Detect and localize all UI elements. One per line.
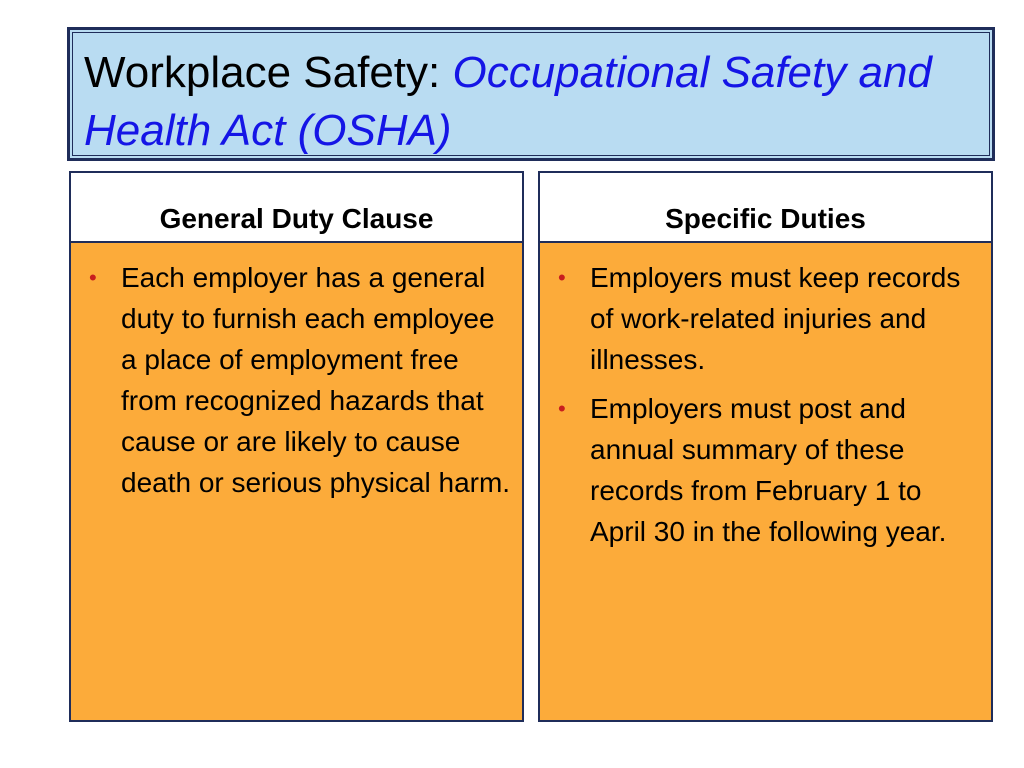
bullet-list bbox=[550, 257, 981, 552]
title-plain: Workplace Safety: bbox=[84, 48, 453, 97]
bullet-icon: • bbox=[558, 396, 566, 421]
column-header: General Duty Clause bbox=[71, 173, 522, 243]
column-body bbox=[71, 243, 522, 720]
bullet-item bbox=[550, 388, 981, 552]
bullet-item bbox=[81, 257, 512, 503]
bullet-text: Employers must keep records of work-related injuries and illnesses. bbox=[590, 262, 961, 375]
bullet-text: Employers must post and annual summary of these records from February 1 to April 30 in the following year. bbox=[590, 393, 947, 547]
bullet-list bbox=[81, 257, 512, 503]
column-general-duty-clause bbox=[69, 171, 524, 722]
column-body bbox=[540, 243, 991, 720]
bullet-text: Each employer has a general duty to furnish each employee a place of employment free from recognized hazards that cause or are likely to cause death or serious physical harm. bbox=[121, 262, 511, 498]
slide-title bbox=[84, 44, 974, 160]
bullet-icon: • bbox=[89, 265, 97, 290]
title-italic: Occupational Safety and Health Act (OSHA) bbox=[84, 48, 932, 155]
bullet-item bbox=[550, 257, 981, 380]
column-header: Specific Duties bbox=[540, 173, 991, 243]
bullet-icon: • bbox=[558, 265, 566, 290]
title-box bbox=[67, 27, 995, 161]
column-specific-duties bbox=[538, 171, 993, 722]
